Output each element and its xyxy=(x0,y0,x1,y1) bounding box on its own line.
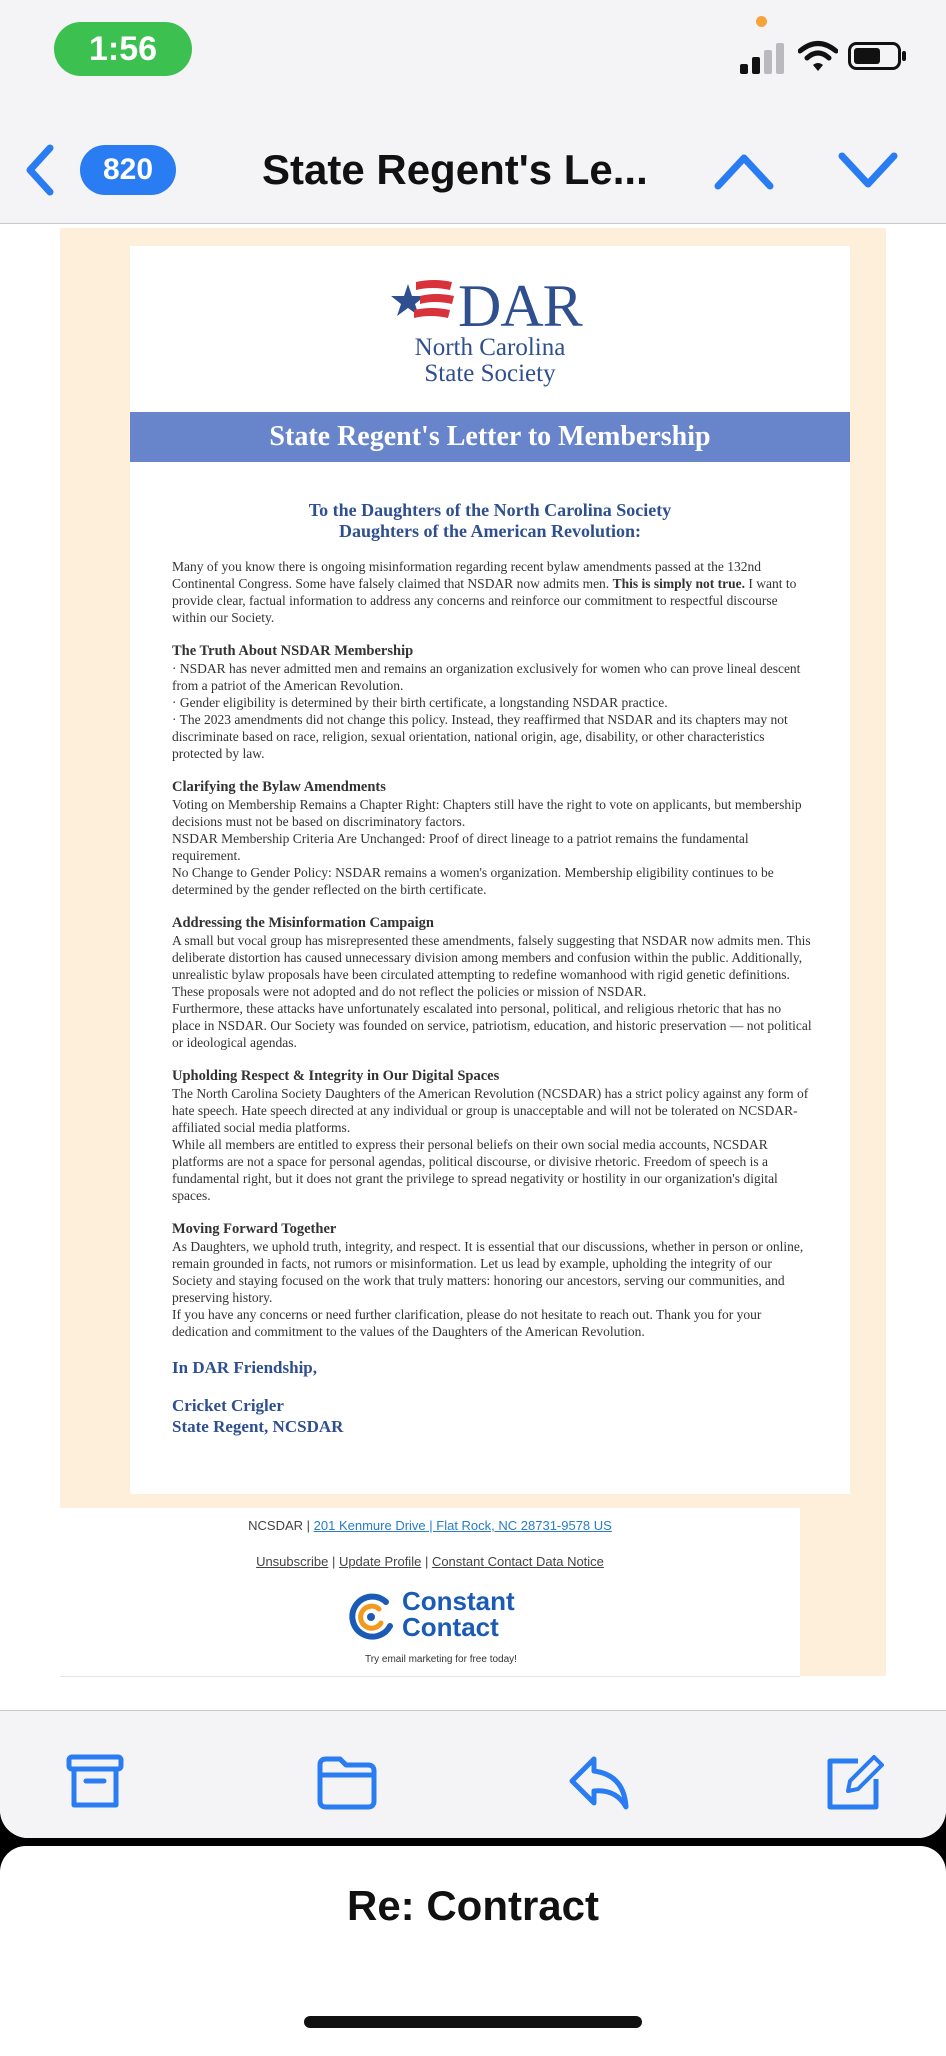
bullet-item: · Gender eligibility is determined by their birth certificate, a longstanding NSDAR practice. xyxy=(172,695,668,710)
back-chevron-icon[interactable] xyxy=(20,142,60,198)
closing: In DAR Friendship, xyxy=(172,1358,318,1377)
constant-contact-wordmark: Constant Contact xyxy=(402,1586,515,1642)
footer-address-link[interactable]: 201 Kenmure Drive | Flat Rock, NC 28731-9578 US xyxy=(313,1518,612,1533)
paragraph: A small but vocal group has misrepresented these amendments, falsely suggesting that NSDAR now admits men. This deliberate distortion has caused unnecessary division among members and confusion within the public. Additionally, unrealistic bylaw proposals have been circulated attempting to redefine womanhood with rigid genetic definitions. These proposals were not adopted and do not reflect the policies or mission of NSDAR. xyxy=(172,933,811,999)
previous-message-chevron-up-icon[interactable] xyxy=(714,148,774,194)
battery-icon xyxy=(848,42,908,70)
wifi-icon xyxy=(798,40,838,72)
constant-contact-logo[interactable] xyxy=(346,1588,536,1668)
letter-text xyxy=(172,558,812,1437)
next-message-sheet[interactable] xyxy=(0,1846,946,2056)
letter-card xyxy=(130,246,850,1494)
paragraph: If you have any concerns or need further clarification, please do not hesitate to reach out. Thank you for your dedication and commitment to the values of the Daughters of the American Revolution. xyxy=(172,1307,762,1339)
salutation-line-2: Daughters of the American Revolution: xyxy=(339,521,641,541)
section-heading-digital-spaces: Upholding Respect & Integrity in Our Digital Spaces xyxy=(172,1068,500,1084)
footer-org: NCSDAR xyxy=(248,1518,304,1533)
section-heading-bylaws: Clarifying the Bylaw Amendments xyxy=(172,779,386,795)
dar-flag-star-icon xyxy=(390,276,460,336)
message-nav-bar xyxy=(0,120,946,224)
paragraph: No Change to Gender Policy: NSDAR remains a women's organization. Membership eligibility continues to be determined by the gender reflected on the birth certificate. xyxy=(172,865,774,897)
intro-paragraph xyxy=(172,558,812,626)
constant-contact-swirl-icon xyxy=(346,1592,396,1642)
letter-banner: State Regent's Letter to Membership xyxy=(130,412,850,462)
update-profile-link[interactable]: Update Profile xyxy=(338,1554,422,1569)
message-title: State Regent's Le... xyxy=(262,146,648,193)
reply-icon[interactable] xyxy=(568,1753,630,1811)
intro-text-2: I want to provide clear, factual information to address any concerns and reinforce our commitment to respectful discourse within our Society. xyxy=(172,576,797,625)
section-heading-moving-forward: Moving Forward Together xyxy=(172,1221,337,1237)
data-notice-link[interactable]: Constant Contact Data Notice xyxy=(431,1554,604,1569)
status-bar xyxy=(0,0,946,120)
salutation xyxy=(130,500,850,542)
folder-icon[interactable] xyxy=(316,1753,378,1811)
paragraph: As Daughters, we uphold truth, integrity, and respect. It is essential that our discussions, whether in person or online, remain grounded in facts, not rumors or misinformation. Let us lead by example, upholding the integrity of our Society and staying focused on the work that truly matters: honoring our ancestors, serving our communities, and preserving history. xyxy=(172,1239,804,1305)
email-body[interactable] xyxy=(0,224,946,1710)
signer-title: State Regent, NCSDAR xyxy=(172,1417,344,1436)
paragraph: The North Carolina Society Daughters of the American Revolution (NCSDAR) has a strict policy against any form of hate speech. Hate speech directed at any individual or group is unacceptable and will not be tolerated on NCSDAR-affiliated social media platforms. xyxy=(172,1086,809,1135)
footer-links: Unsubscribe | Update Profile | Constant Contact Data Notice xyxy=(256,1554,604,1569)
intro-text-1: Many of you know there is ongoing misinformation regarding recent bylaw amendments passed at the 132nd Continental Congress. Some have falsely claimed that NSDAR now admits men. xyxy=(172,559,761,591)
unread-count-badge[interactable]: 820 xyxy=(80,145,176,195)
ncsdar-logo xyxy=(390,266,590,387)
section-heading-membership: The Truth About NSDAR Membership xyxy=(172,643,414,659)
constant-contact-tagline: Try email marketing for free today! xyxy=(365,1654,517,1665)
archive-icon[interactable] xyxy=(64,1753,126,1811)
privacy-indicator-dot xyxy=(756,16,767,27)
logo-line-state-society: State Society xyxy=(424,360,556,387)
paragraph: NSDAR Membership Criteria Are Unchanged: Proof of direct lineage to a patriot remains the fundamental requirement. xyxy=(172,831,749,863)
signer-name: Cricket Crigler xyxy=(172,1396,284,1415)
email-frame xyxy=(60,228,886,1676)
dar-logo-text: DAR xyxy=(458,273,582,339)
cellular-signal-icon xyxy=(740,42,786,74)
next-message-subject[interactable]: Re: Contract xyxy=(346,1882,600,1929)
bullet-item: · The 2023 amendments did not change this policy. Instead, they reaffirmed that NSDAR and its chapters may not discriminate based on race, religion, sexual orientation, national origin, age, disability, or other characteristics protected by law. xyxy=(172,712,788,761)
footer-address-line: NCSDAR | 201 Kenmure Drive | Flat Rock, NC 28731-9578 US xyxy=(248,1518,612,1533)
section-heading-misinformation: Addressing the Misinformation Campaign xyxy=(172,915,434,931)
paragraph: Voting on Membership Remains a Chapter Right: Chapters still have the right to vote on applicants, but membership decisions must not be based on discriminatory factors. xyxy=(172,797,802,829)
home-indicator[interactable] xyxy=(304,2016,642,2028)
email-footer xyxy=(60,1508,800,1677)
unsubscribe-link[interactable]: Unsubscribe xyxy=(256,1554,329,1569)
status-time[interactable]: 1:56 xyxy=(54,22,192,76)
paragraph: While all members are entitled to express their personal beliefs on their own social media accounts, NCSDAR platforms are not a space for personal agendas, political discourse, or divisive rhetoric. Freedom of speech is a fundamental right, but it does not grant the privilege to spread negativity or hostility in our organization's digital spaces. xyxy=(172,1137,778,1203)
bullet-item: · NSDAR has never admitted men and remains an organization exclusively for women who can prove lineal descent from a patriot of the American Revolution. xyxy=(172,661,801,693)
intro-emphasis: This is simply not true. xyxy=(612,576,745,591)
bottom-toolbar xyxy=(0,1710,946,1838)
salutation-line-1: To the Daughters of the North Carolina Society xyxy=(308,500,672,520)
paragraph: Furthermore, these attacks have unfortunately escalated into personal, political, and religious rhetoric that has no place in NSDAR. Our Society was founded on service, patriotism, education, and historic preservation — not political or ideological agendas. xyxy=(172,1001,812,1050)
next-message-chevron-down-icon[interactable] xyxy=(838,148,898,194)
compose-icon[interactable] xyxy=(822,1753,884,1811)
logo-line-north-carolina: North Carolina xyxy=(414,334,566,361)
